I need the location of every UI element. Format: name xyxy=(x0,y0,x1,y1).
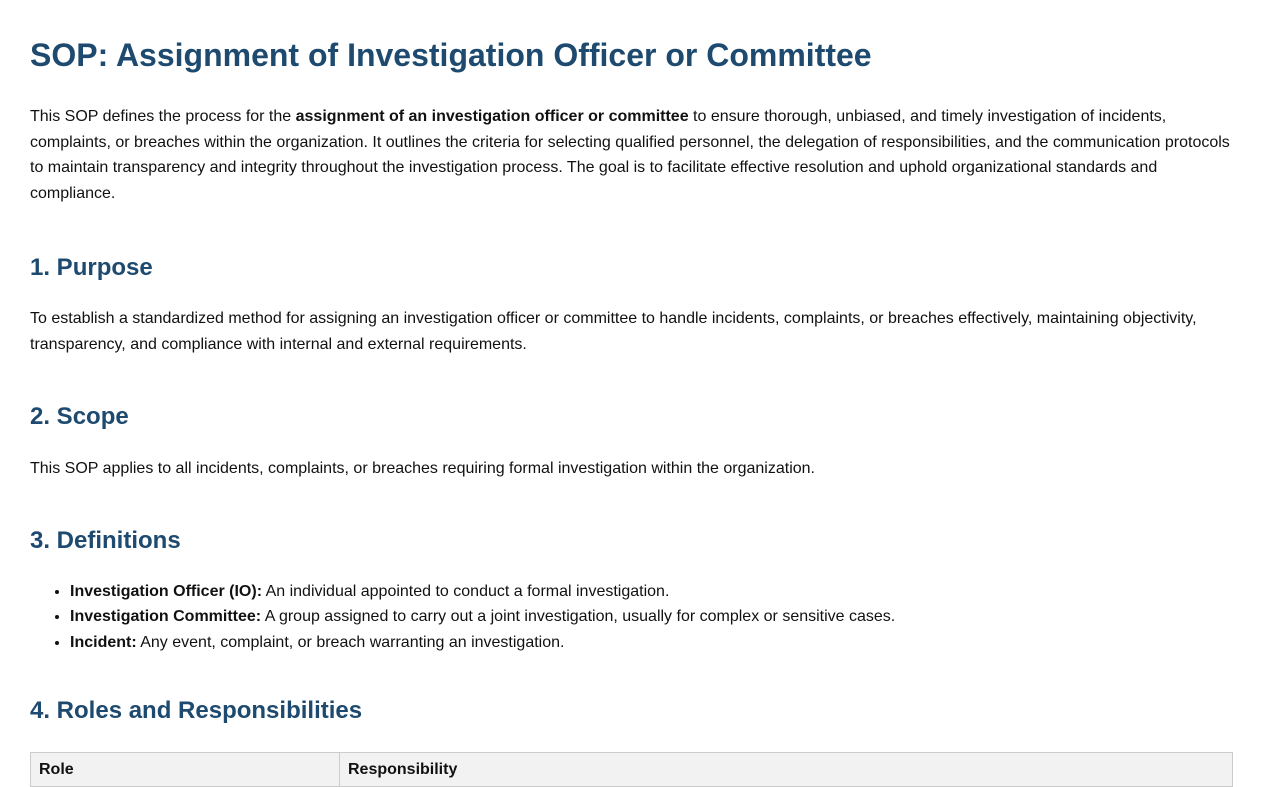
intro-paragraph xyxy=(30,104,1233,206)
intro-text-end: to ensure thorough, unbiased, and timely investigation of incidents, complaints, or breaches within the organization. It outlines the criteria for selecting qualified personnel, the delegation of responsibilities, and the communication protocols to maintain transparency and integrity throughout the investigation process. The goal is to facilitate effective resolution and uphold organizational standards and compliance. xyxy=(30,108,1230,202)
definition-term: Incident: xyxy=(70,633,137,651)
purpose-heading: 1. Purpose xyxy=(30,254,153,281)
definitions-list xyxy=(30,579,1233,656)
column-header-responsibility: Responsibility xyxy=(340,753,1233,787)
table-header-row xyxy=(31,753,1233,787)
intro-text-start: This SOP defines the process for the xyxy=(30,108,296,125)
definition-desc: A group assigned to carry out a joint investigation, usually for complex or sensitive cases. xyxy=(261,608,896,625)
definition-desc: Any event, complaint, or breach warranting an investigation. xyxy=(136,633,565,651)
scope-heading: 2. Scope xyxy=(30,403,129,430)
definition-item xyxy=(70,604,1233,630)
purpose-text: To establish a standardized method for assigning an investigation officer or committee to handle incidents, complaints, or breaches effectively, maintaining objectivity, transparency, and compliance with internal and external requirements. xyxy=(30,310,1197,353)
definition-term: Investigation Officer (IO): xyxy=(70,582,263,600)
scope-text: This SOP applies to all incidents, complaints, or breaches requiring formal investigation within the organization. xyxy=(30,460,815,477)
intro-bold-phrase: assignment of an investigation officer or committee xyxy=(295,108,689,125)
page-title: SOP: Assignment of Investigation Officer or Committee xyxy=(30,37,872,73)
roles-heading: 4. Roles and Responsibilities xyxy=(30,697,363,724)
definitions-heading: 3. Definitions xyxy=(30,526,181,554)
definition-term: Investigation Committee: xyxy=(70,608,262,625)
column-header-role: Role xyxy=(31,753,340,787)
roles-table xyxy=(30,752,1233,787)
definition-item xyxy=(70,630,1233,656)
definition-desc: An individual appointed to conduct a formal investigation. xyxy=(262,582,670,600)
definition-item xyxy=(70,579,1233,605)
